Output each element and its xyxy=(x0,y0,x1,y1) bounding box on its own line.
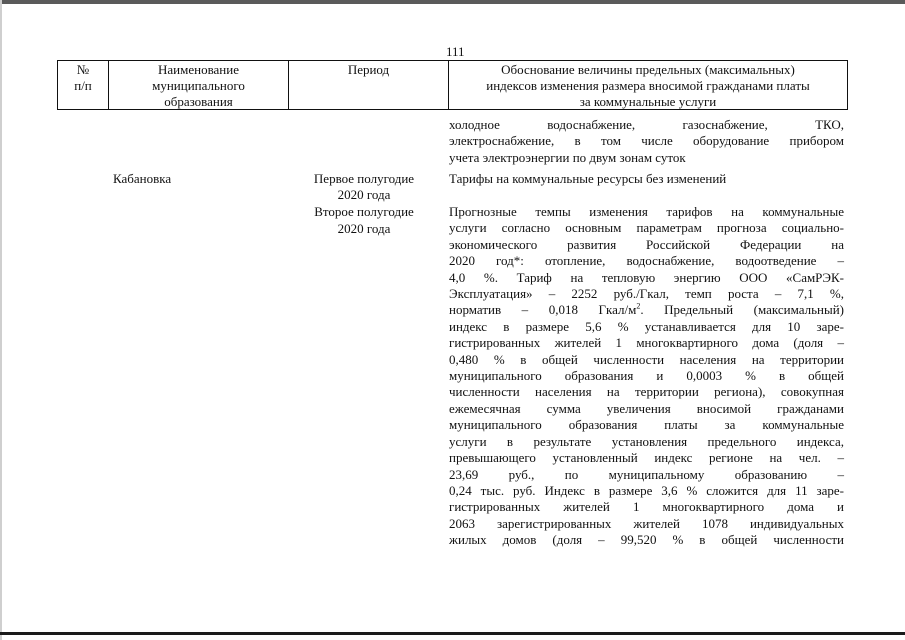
paragraph-line: муниципального образования платы за коммунальные xyxy=(449,417,844,433)
period-first-half-line-1: Первое полугодие xyxy=(313,171,415,186)
header-period-column xyxy=(289,61,449,109)
scan-edge-top xyxy=(0,0,905,4)
header-name-line-2: муниципального xyxy=(152,78,245,93)
continued-text-line: электроснабжение, в том числе оборудование прибором xyxy=(449,133,844,149)
paragraph-line: гистрированных жителей 1 многоквартирного дома (доля – xyxy=(449,335,844,351)
paragraph-line: 2063 зарегистрированных жителей 1078 индивидуальных xyxy=(449,515,844,531)
scan-edge-bottom xyxy=(0,632,905,635)
paragraph-line: индекс в размере 5,6 % устанавливается для 10 заре- xyxy=(449,318,844,334)
paragraph-line: муниципального образования и 0,0003 % в общей xyxy=(449,368,844,384)
continued-text-line: холодное водоснабжение, газоснабжение, ТКО, xyxy=(449,117,844,132)
scan-edge-left xyxy=(0,0,2,640)
header-name-line-3: образования xyxy=(164,94,233,109)
municipality-name: Кабановка xyxy=(113,171,172,186)
paragraph-line-text: норматив – 0,018 Гкал/м xyxy=(449,302,637,318)
header-justification-column xyxy=(449,61,847,109)
header-justification-line-2: индексов изменения размера вносимой гражданами платы xyxy=(486,78,810,93)
justification-paragraph xyxy=(449,204,844,549)
paragraph-line: Эксплуатация» – 2252 руб./Гкал, темп роста – 7,1 %, xyxy=(449,286,844,302)
paragraph-line: 0,24 тыс. руб. Индекс в размере 3,6 % сложится для 11 заре- xyxy=(449,482,844,498)
paragraph-line: услуги согласно основным параметрам прогноза социально- xyxy=(449,220,844,236)
period-second-half-line-1: Второе полугодие xyxy=(314,204,414,219)
period-first-half-line-2: 2020 года xyxy=(337,187,391,202)
paragraph-line: превышающего установленный индекс регионе на чел. – xyxy=(449,450,844,466)
continued-text-block xyxy=(449,117,844,166)
header-justification-line-3: за коммунальные услуги xyxy=(579,94,717,109)
paragraph-line: экономического развития Российской Федерации на xyxy=(449,236,844,252)
paragraph-line: ежемесячная сумма увеличения вносимой гражданами xyxy=(449,400,844,416)
header-period-label: Период xyxy=(347,62,390,77)
header-number-line-2: п/п xyxy=(74,78,92,93)
period-second-half xyxy=(300,204,428,238)
header-justification-line-1: Обоснование величины предельных (максимальных) xyxy=(501,62,795,77)
paragraph-line: Прогнозные темпы изменения тарифов на коммунальные xyxy=(449,204,844,219)
paragraph-line: 0,480 % в общей численности населения на территории xyxy=(449,351,844,367)
paragraph-line-tail: . Предельный (максимальный) xyxy=(640,302,844,318)
paragraph-line: численности населения на территории региона), совокупная xyxy=(449,384,844,400)
paragraph-line: жилых домов (доля – 99,520 % в общей численности xyxy=(449,532,844,548)
continued-text-line: учета электроэнергии по двум зонам суток xyxy=(449,149,686,165)
paragraph-line: 2020 год*: отопление, водоснабжение, водоотведение – xyxy=(449,253,844,269)
paragraph-line: гистрированных жителей 1 многоквартирного дома и xyxy=(449,499,844,515)
tariff-first-half-text: Тарифы на коммунальные ресурсы без изменений xyxy=(449,171,727,186)
paragraph-line: услуги в результате установления предельного индекса, xyxy=(449,433,844,449)
header-number-line-1: № xyxy=(76,62,90,77)
period-second-half-line-2: 2020 года xyxy=(337,220,391,236)
paragraph-line: 4,0 %. Тариф на тепловую энергию ООО «СамРЭК- xyxy=(449,269,844,285)
page-number: 111 xyxy=(446,44,465,59)
header-number-column xyxy=(58,61,109,109)
header-municipality-column xyxy=(109,61,289,109)
period-first-half xyxy=(300,171,428,203)
header-name-line-1: Наименование xyxy=(158,62,239,77)
superscript-two: 2 xyxy=(636,302,641,312)
paragraph-line: 23,69 руб., по муниципальному образованию – xyxy=(449,466,844,482)
table-header xyxy=(57,60,848,110)
paragraph-line xyxy=(449,302,844,318)
